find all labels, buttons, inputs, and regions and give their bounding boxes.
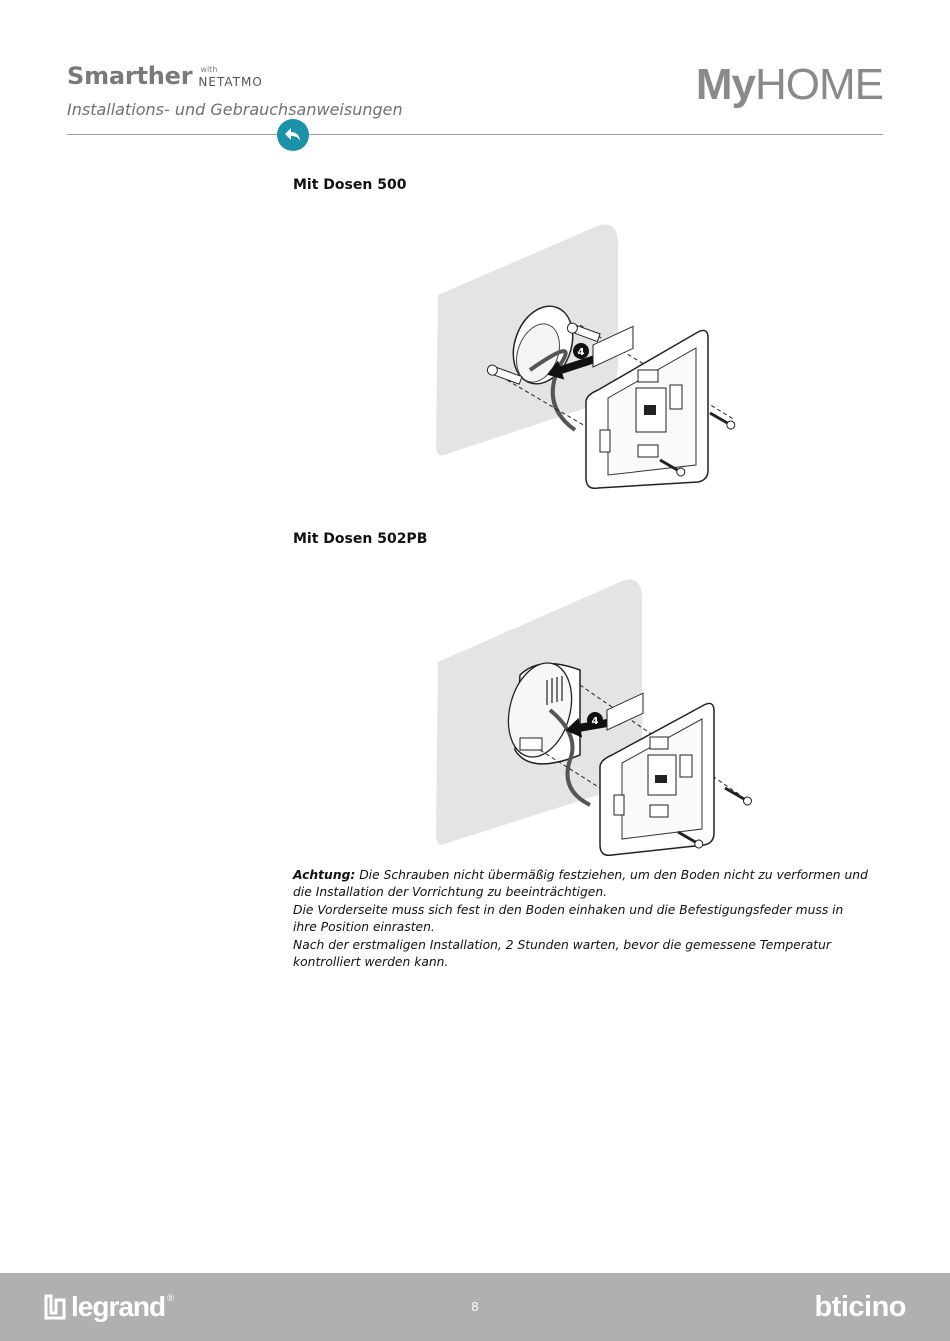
myhome-logo-home: HOME (755, 60, 883, 109)
caution-paragraph-1 (293, 867, 868, 902)
document-subtitle: Installations- und Gebrauchsanweisungen (67, 100, 403, 119)
page-footer (0, 1273, 950, 1341)
caution-text-1: Die Schrauben nicht übermäßig festziehen, um den Boden nicht zu verformen und die Installation der Vorrichtung zu beeinträchtigen. (293, 868, 868, 900)
section-title-dosen-500: Mit Dosen 500 (293, 177, 407, 193)
brand-logo (67, 62, 263, 90)
brand-partner-name: NETATMO (198, 75, 263, 89)
step-badge-2: 4 (591, 716, 599, 727)
caution-notes (293, 867, 868, 971)
legrand-registered-mark: ® (167, 1293, 173, 1303)
back-arrow-icon (284, 127, 302, 143)
installation-illustration-502pb (420, 570, 760, 865)
caution-text-2: Die Vorderseite muss sich fest in den Boden einhaken und die Befestigungsfeder muss in ihre Position einrasten. (293, 902, 844, 935)
myhome-logo (696, 60, 883, 110)
back-button[interactable] (277, 119, 309, 151)
brand-name: Smarther (67, 62, 193, 90)
header-divider (67, 134, 883, 135)
page-header (67, 58, 883, 138)
step-badge-1: 4 (577, 347, 585, 358)
brand-with: with (200, 65, 218, 74)
legrand-wordmark: legrand (71, 1291, 166, 1322)
installation-illustration-500 (420, 215, 760, 500)
caution-text-3: Nach der erstmaligen Installation, 2 Stunden warten, bevor die gemessene Temperatur kontrolliert werden kann. (293, 937, 831, 970)
caution-label: Achtung: (293, 868, 356, 882)
myhome-logo-my: My (695, 60, 755, 109)
bticino-logo: bticino (814, 1291, 906, 1323)
section-title-dosen-502pb: Mit Dosen 502PB (293, 531, 428, 547)
brand-partner (198, 65, 263, 90)
page-number: 8 (471, 1299, 479, 1314)
